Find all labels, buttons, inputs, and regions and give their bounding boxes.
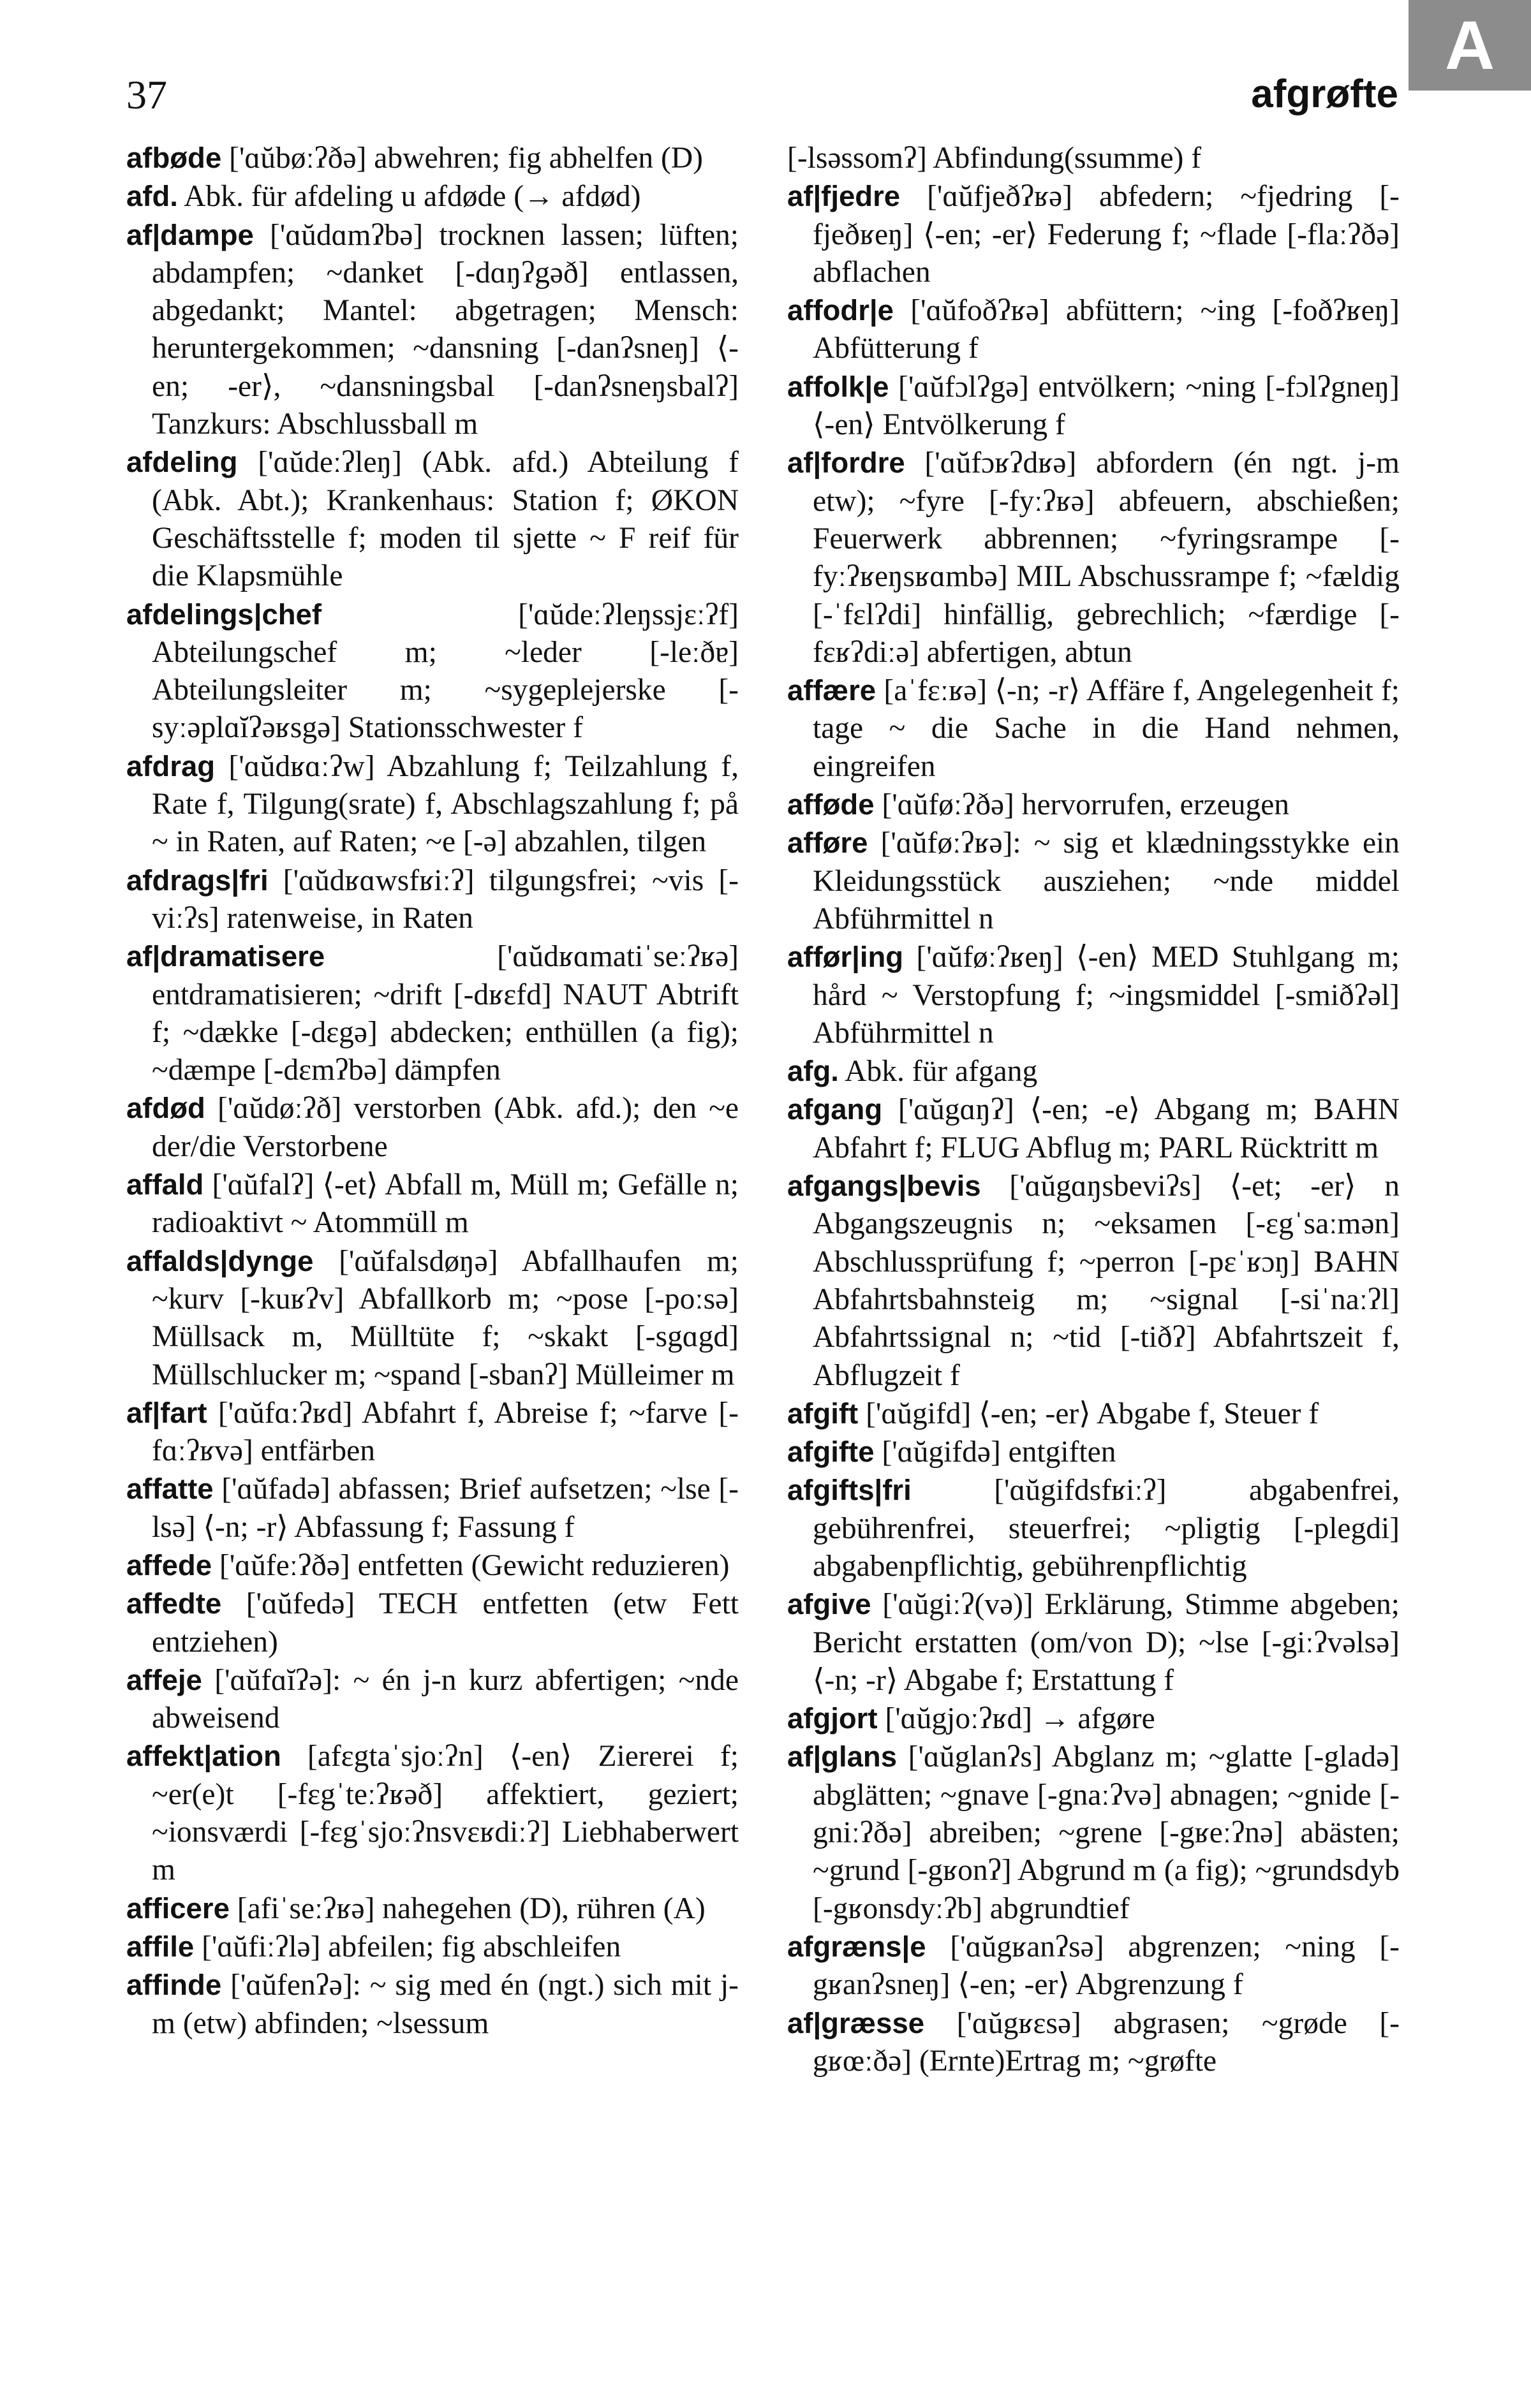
entry-text: ['ɑŭbøːʔðə] abwehren; fig abhelfen (D): [229, 142, 703, 175]
entry-text: [afiˈseːʔʁə] nahegehen (D), rühren (A): [237, 1891, 706, 1925]
dictionary-entry: [787, 672, 1400, 786]
dictionary-entry: [126, 1585, 739, 1661]
dictionary-entry: [126, 1242, 739, 1394]
dictionary-entry: [126, 1737, 739, 1889]
dictionary-entry-continuation: [787, 139, 1400, 177]
entry-text: [aˈfɛːʁə] ⟨-n; -r⟩ Affäre f, Angelegenheit f; tage ~ die Sache in die Hand nehmen, eingreifen: [813, 674, 1400, 783]
entry-text: ['ɑŭdeːʔleŋ] (Abk. afd.) Abteilung f (Abk. Abt.); Krankenhaus: Station f; ØKON Geschäftsstelle f; moden til sjette ~ F reif für die Klapsmühle: [152, 446, 739, 593]
entry-text: ['ɑŭfɑĭʔə]: ~ én j-n kurz abfertigen; ~nde abweisend: [152, 1663, 739, 1735]
entry-text: ['ɑŭfadə] abfassen; Brief aufsetzen; ~lse [-lsə] ⟨-n; -r⟩ Abfassung f; Fassung f: [152, 1472, 739, 1544]
entry-headword: affile: [126, 1930, 195, 1963]
dictionary-entry: [787, 1471, 1400, 1585]
entry-headword: affeje: [126, 1663, 202, 1696]
entry-text: ['ɑŭgjoːʔʁd] → afgøre: [885, 1702, 1155, 1736]
entry-text: ['ɑŭfɔʁʔdʁə] abfordern (én ngt. j-m etw); ~fyre [-fyːʔʁə] abfeuern, abschießen; Feuerwerk abbrennen; ~fyringsrampe [-fyːʔʁeŋsʁɑmbə] MIL Abschussrampe f; ~fældig [-ˈfɛlʔdi] hinfällig, gebrechlich; ~færdige [-fɛʁʔdiːə] abfertigen, abtun: [813, 446, 1400, 669]
dictionary-entry: [126, 139, 739, 177]
dictionary-entry: [787, 1090, 1400, 1167]
dictionary-entry: [787, 1395, 1400, 1433]
entry-text: ['ɑŭføːʔðə] hervorrufen, erzeugen: [882, 788, 1290, 822]
entry-text: ['ɑŭdøːʔð] verstorben (Abk. afd.); den ~e der/die Verstorbene: [152, 1092, 739, 1163]
entry-headword: afgræns|e: [787, 1930, 926, 1963]
left-column: [126, 139, 739, 2043]
entry-headword: afgangs|bevis: [787, 1170, 981, 1203]
entry-text: ['ɑŭfjeðʔʁə] abfedern; ~fjedring [-fjeðʁeŋ] ⟨-en; -er⟩ Federung f; ~flade [-flaːʔðə] abflachen: [813, 180, 1400, 289]
entry-headword: afficere: [126, 1891, 230, 1925]
entry-text: ['ɑŭgʁanʔsə] abgrenzen; ~ning [-gʁanʔsneŋ] ⟨-en; -er⟩ Abgrenzung f: [813, 1930, 1400, 2002]
dictionary-entry: [126, 1394, 739, 1471]
entry-headword: affære: [787, 674, 876, 707]
entry-text: ['ɑŭdʁɑwsfʁiːʔ] tilgungsfrei; ~vis [-viːʔs] ratenweise, in Raten: [152, 863, 739, 935]
dictionary-entry: [126, 1089, 739, 1166]
entry-text: ['ɑŭgɑŋʔ] ⟨-en; -e⟩ Abgang m; BAHN Abfahrt f; FLUG Abflug m; PARL Rücktritt m: [813, 1093, 1400, 1164]
entry-headword: afbøde: [126, 142, 222, 174]
entry-text: ['ɑŭfɑːʔʁd] Abfahrt f, Abreise f; ~farve [-fɑːʔʁvə] entfärben: [152, 1396, 739, 1468]
dictionary-entry: [787, 1585, 1400, 1700]
entry-headword: afdrag: [126, 749, 216, 782]
right-column: [787, 139, 1400, 2080]
entry-headword: afdelings|chef: [126, 598, 322, 631]
entry-text: ['ɑŭfeːʔðə] entfetten (Gewicht reduzieren): [219, 1548, 730, 1582]
entry-headword: afføre: [787, 826, 868, 860]
dictionary-entry: [787, 786, 1400, 824]
dictionary-entry: [787, 1700, 1400, 1738]
dictionary-entry: [126, 1890, 739, 1928]
entry-headword: afd.: [126, 180, 178, 213]
entry-headword: afgjort: [787, 1702, 878, 1735]
letter-thumb-index[interactable]: A: [1409, 0, 1531, 91]
entry-text: ['ɑŭgiːʔ(və)] Erklärung, Stimme abgeben; Bericht erstatten (om/von D); ~lse [-giːʔvəlsə] ⟨-n; -r⟩ Abgabe f; Erstattung f: [813, 1588, 1400, 1697]
dictionary-entry: [787, 1433, 1400, 1471]
dictionary-entry: [787, 444, 1400, 672]
entry-text: ['ɑŭfalsdøŋə] Abfallhaufen m; ~kurv [-kuʁʔv] Abfallkorb m; ~pose [-poːsə] Müllsack m, Mülltüte f; ~skakt [-sgɑgd] Müllschlucker m; ~spand [-sbanʔ] Mülleimer m: [152, 1244, 739, 1391]
dictionary-entry: [787, 1928, 1400, 2004]
entry-headword: af|glans: [787, 1740, 898, 1773]
entry-headword: affalds|dynge: [126, 1244, 314, 1277]
dictionary-entry: [787, 1738, 1400, 1927]
entry-text: ['ɑŭfoðʔʁə] abfüttern; ~ing [-foðʔʁeŋ] Abfütterung f: [813, 294, 1400, 365]
dictionary-entry: [126, 747, 739, 862]
dictionary-entry: [787, 291, 1400, 368]
page-number: 37: [126, 72, 167, 117]
entry-text: [-lsəssomʔ] Abfindung(ssumme) f: [787, 142, 1202, 175]
entry-headword: affald: [126, 1168, 204, 1201]
entry-text: ['ɑŭglanʔs] Abglanz m; ~glatte [-gladə] abglätten; ~gnave [-gnaːʔvə] abnagen; ~gnide [-gniːʔðə] abreiben; ~grene [-gʁeːʔnə] abästen; ~grund [-gʁonʔ] Abgrund m (a fig); ~grundsdyb [-gʁonsdyːʔb] abgrundtief: [813, 1740, 1400, 1925]
dictionary-entry: [126, 596, 739, 747]
entry-headword: af|dampe: [126, 218, 254, 251]
dictionary-entry: [126, 937, 739, 1089]
entry-headword: af|fordre: [787, 446, 905, 480]
entry-text: ['ɑŭdʁɑːʔw] Abzahlung f; Teilzahlung f, Rate f, Tilgung(srate) f, Abschlagszahlung f; på ~ in Raten, auf Raten; ~e [-ə] abzahlen, tilgen: [152, 749, 739, 859]
entry-headword: afdød: [126, 1092, 205, 1125]
entry-text: ['ɑŭføːʔʁə]: ~ sig et klædningsstykke ein Kleidungsstück ausziehen; ~nde middel Abführmittel n: [813, 826, 1400, 936]
entry-headword: af|græsse: [787, 2006, 925, 2039]
entry-headword: af|fart: [126, 1396, 207, 1429]
entry-headword: afdeling: [126, 446, 238, 479]
entry-headword: afgifts|fri: [787, 1474, 912, 1507]
entry-headword: afdrags|fri: [126, 863, 269, 897]
entry-headword: afføde: [787, 788, 875, 821]
entry-text: Abk. für afdeling u afdøde (→ afdød): [184, 180, 641, 214]
entry-text: ['ɑŭfɔlʔgə] entvölkern; ~ning [-fɔlʔgneŋ] ⟨-en⟩ Entvölkerung f: [813, 370, 1400, 442]
dictionary-entry: [787, 824, 1400, 938]
entry-headword: affedte: [126, 1587, 222, 1620]
dictionary-entry: [126, 443, 739, 595]
entry-headword: affekt|ation: [126, 1740, 281, 1773]
entry-headword: af|dramatisere: [126, 940, 325, 973]
running-head: afgrøfte: [1251, 72, 1398, 116]
entry-text: ['ɑŭgɑŋsbeviʔs] ⟨-et; -er⟩ n Abgangszeugnis n; ~eksamen [-ɛgˈsaːmən] Abschlussprüfung f; ~perron [-pɛˈʁɔŋ] BAHN Abfahrtsbahnsteig m; ~signal [-siˈnaːʔl] Abfahrtssignal n; ~tid [-tiðʔ] Abfahrtszeit f, Abflugzeit f: [813, 1170, 1400, 1392]
dictionary-entry: [126, 1546, 739, 1585]
entry-text: ['ɑŭfedə] TECH entfetten (etw Fett entziehen): [152, 1587, 739, 1659]
entry-headword: affør|ing: [787, 941, 904, 974]
dictionary-entry: [787, 1167, 1400, 1395]
entry-text: ['ɑŭgifd] ⟨-en; -er⟩ Abgabe f, Steuer f: [866, 1397, 1319, 1430]
entry-text: ['ɑŭfenʔə]: ~ sig med én (ngt.) sich mit j-m (etw) abfinden; ~lsessum: [152, 1969, 739, 2040]
entry-headword: afgang: [787, 1093, 883, 1126]
entry-headword: affede: [126, 1548, 212, 1582]
entry-headword: afg.: [787, 1055, 839, 1088]
dictionary-entry: [787, 177, 1400, 291]
entry-headword: afgift: [787, 1397, 859, 1430]
entry-text: ['ɑŭdɑmʔbə] trocknen lassen; lüften; abdampfen; ~danket [-dɑŋʔgəð] entlassen, abgedankt; Mantel: abgetragen; Mensch: heruntergekommen; ~dansning [-danʔsneŋ] ⟨-en; -er⟩, ~dansningsbal [-danʔsneŋsbalʔ] Tanzkurs: Abschlussball m: [152, 218, 739, 441]
entry-headword: affolk|e: [787, 370, 889, 403]
entry-text: ['ɑŭgifdsfʁiːʔ] abgabenfrei, gebührenfrei, steuerfrei; ~pligtig [-plegdi] abgabenpflichtig, gebührenpflichtig: [813, 1474, 1400, 1583]
entry-headword: afgifte: [787, 1435, 875, 1469]
dictionary-entry: [126, 1470, 739, 1546]
dictionary-entry: [126, 862, 739, 938]
dictionary-entry: [126, 1928, 739, 1966]
entry-text: ['ɑŭføːʔʁeŋ] ⟨-en⟩ MED Stuhlgang m; hård ~ Verstopfung f; ~ingsmiddel [-smiðʔəl] Abführmittel n: [813, 941, 1400, 1050]
entry-text: ['ɑŭdʁɑmatiˈseːʔʁə] entdramatisieren; ~drift [-dʁɛfd] NAUT Abtrift f; ~dække [-dɛgə] abdecken; enthüllen (a fig); ~dæmpe [-dɛmʔbə] dämpfen: [152, 940, 739, 1087]
dictionary-entry: [126, 177, 739, 216]
dictionary-entry: [787, 1052, 1400, 1090]
dictionary-entry: [126, 1661, 739, 1738]
entry-text: ['ɑŭfiːʔlə] abfeilen; fig abschleifen: [202, 1930, 621, 1964]
entry-headword: afgive: [787, 1588, 871, 1621]
dictionary-entry: [126, 1966, 739, 2043]
entry-text: ['ɑŭfalʔ] ⟨-et⟩ Abfall m, Müll m; Gefälle n; radioaktivt ~ Atommüll m: [152, 1168, 739, 1240]
dictionary-entry: [126, 1166, 739, 1242]
entry-text: ['ɑŭgʁɛsə] abgrasen; ~grøde [-gʁœːðə] (Ernte)Ertrag m; ~grøfte: [813, 2006, 1400, 2078]
entry-text: ['ɑŭgifdə] entgiften: [882, 1435, 1116, 1469]
entry-text: [afɛgtaˈsjoːʔn] ⟨-en⟩ Ziererei f; ~er(e)t [-fɛgˈteːʔʁəð] affektiert, geziert; ~ionsværdi [-fɛgˈsjoːʔnsvɛʁdiːʔ] Liebhaberwert m: [152, 1740, 739, 1887]
entry-text: ['ɑŭdeːʔleŋssjɛːʔf] Abteilungschef m; ~leder [-leːðɐ] Abteilungsleiter m; ~sygeplejerske [-syːəplɑĭʔəʁsgə] Stationsschwester f: [152, 598, 739, 745]
entry-headword: af|fjedre: [787, 180, 901, 213]
entry-headword: affatte: [126, 1472, 214, 1506]
entry-text: Abk. für afgang: [845, 1055, 1038, 1089]
entry-headword: affodr|e: [787, 294, 894, 327]
dictionary-entry: [787, 938, 1400, 1052]
entry-headword: affinde: [126, 1969, 222, 2002]
dictionary-entry: [787, 2004, 1400, 2081]
dictionary-entry: [787, 368, 1400, 444]
dictionary-entry: [126, 216, 739, 444]
